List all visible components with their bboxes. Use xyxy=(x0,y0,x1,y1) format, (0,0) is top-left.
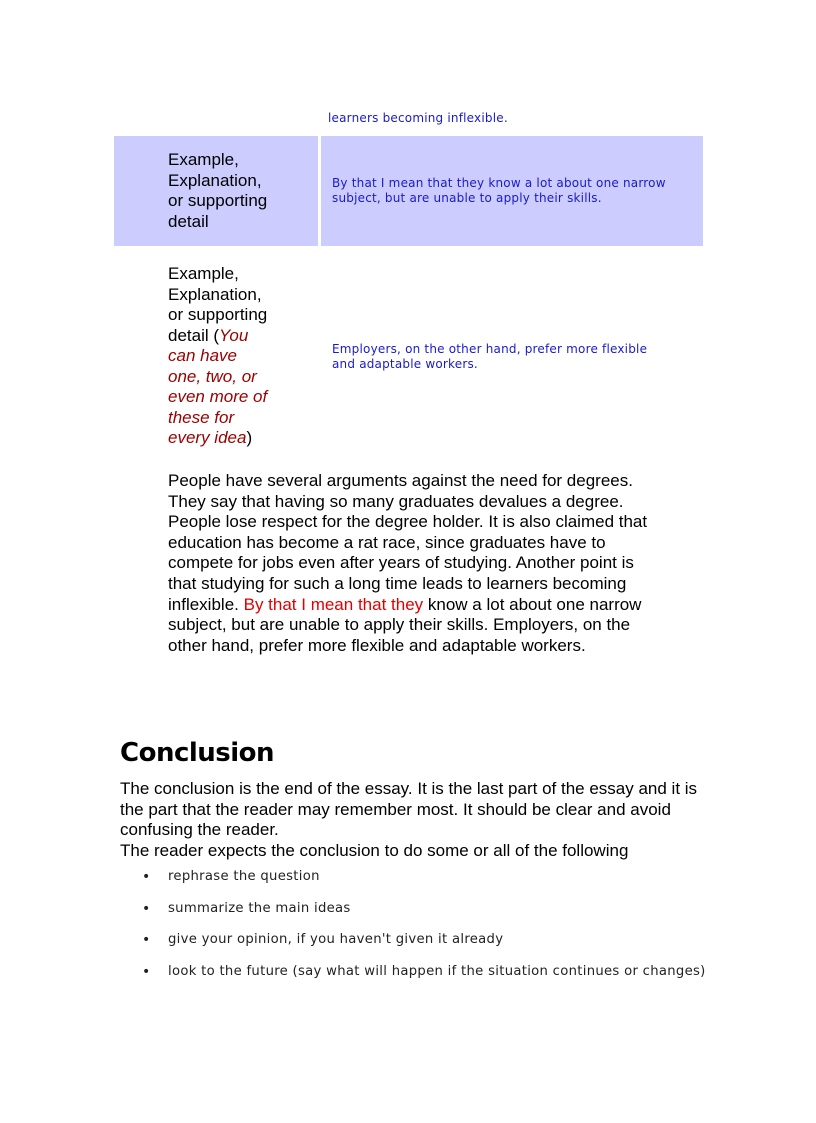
conclusion-intro-text: The conclusion is the end of the essay. It is the last part of the essay and it is the part that the reader may remember most. It should be clear and avoid confusing the reader. xyxy=(120,779,698,840)
conclusion-list xyxy=(120,866,720,992)
row-content-text: By that I mean that they know a lot about one narrow subject, but are unable to apply their skills. xyxy=(332,176,666,205)
top-line-text: learners becoming inflexible. xyxy=(328,111,508,125)
row-content xyxy=(321,136,703,246)
row-content-text: Employers, on the other hand, prefer more flexible and adaptable workers. xyxy=(332,342,648,371)
highlighted-sentence: By that I mean that they xyxy=(243,594,424,614)
conclusion-heading: Conclusion xyxy=(120,738,275,768)
example-paragraph: People have several arguments against the need for degrees. They say that having so many graduates devalues a degree. People lose respect for the degree holder. It is also claimed that education has become a rat race, since graduates have to compete for jobs even after years of studying. Another point is that studying for such a long time leads to learners becoming inflexible. By that I mean that they know a lot about one narrow subject, but are unable to apply their skills. Employers, on the other hand, prefer more flexible and adaptable workers. xyxy=(168,471,648,655)
row-content xyxy=(321,262,703,452)
list-item: • summarize the main ideas xyxy=(142,900,351,917)
row-label-note: You can have one, two, or even more of these for every idea xyxy=(168,325,268,447)
row-label-text: Example, Explanation, or supporting detail (You can have one, two, or even more of these for every idea) xyxy=(168,264,268,447)
conclusion-intro xyxy=(120,779,710,861)
list-item: • look to the future (say what will happen if the situation continues or changes) xyxy=(142,963,706,980)
row-label xyxy=(114,136,318,246)
list-item: • rephrase the question xyxy=(142,869,320,885)
row-label-text: Example, Explanation, or supporting detail xyxy=(168,150,268,231)
conclusion-expectation-text: The reader expects the conclusion to do some or all of the following xyxy=(120,840,629,860)
list-item: • give your opinion, if you haven't given it already xyxy=(142,932,504,948)
table-row xyxy=(114,136,703,246)
row-label xyxy=(114,262,318,452)
table-row xyxy=(114,262,703,452)
